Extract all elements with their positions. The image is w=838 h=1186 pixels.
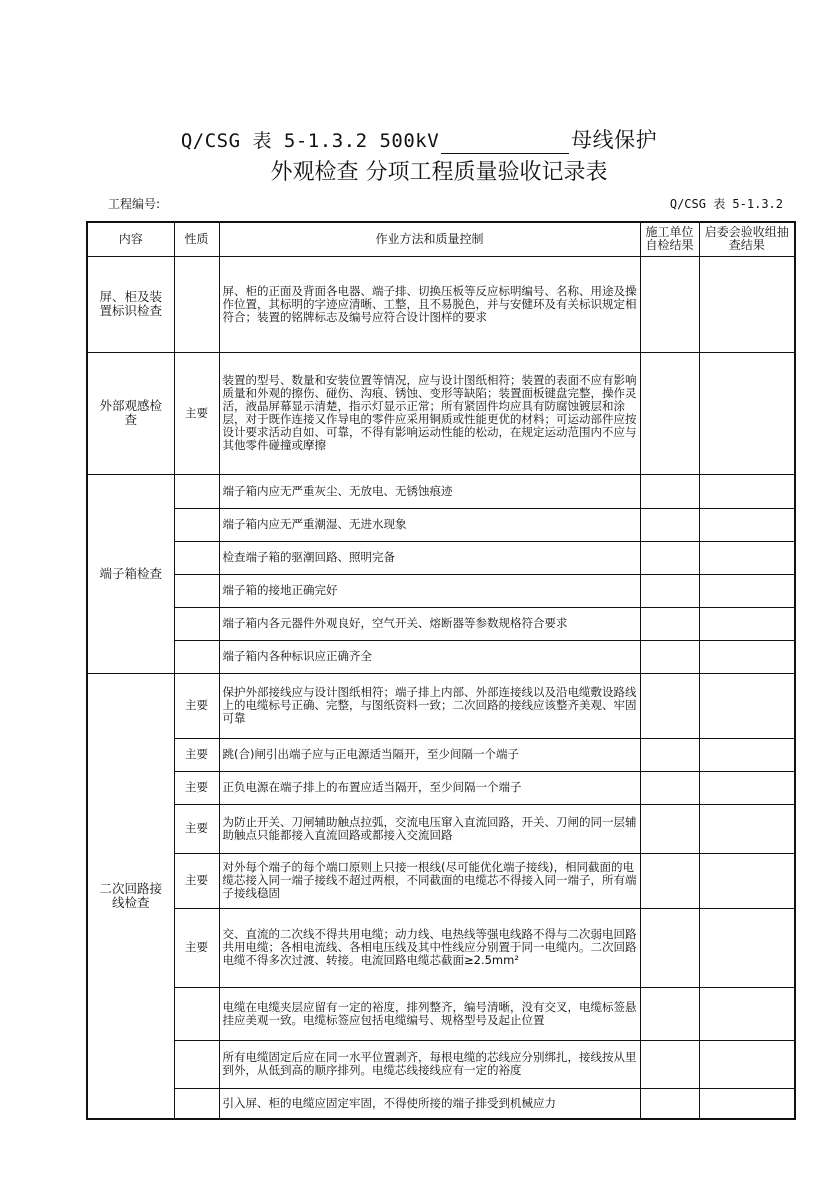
title-suffix: 母线保护 [571, 128, 658, 152]
table-row [87, 987, 795, 1040]
table-row [87, 352, 795, 474]
method-cell: 所有电缆固定后应在同一水平位置剥齐，每根电缆的芯线应分别绑扎，接线按从里到外，从低到高的顺序排列。电缆芯线接线应有一定的裕度 [219, 1040, 640, 1088]
self-check-result-cell[interactable] [640, 987, 699, 1040]
acceptance-check-result-cell[interactable] [699, 738, 795, 771]
table-row [87, 853, 795, 908]
acceptance-check-result-cell[interactable] [699, 1088, 795, 1119]
method-cell: 跳(合)闸引出端子应与正电源适当隔开，至少间隔一个端子 [219, 738, 640, 771]
self-check-result-cell[interactable] [640, 574, 699, 607]
nature-cell [174, 508, 219, 541]
self-check-result-cell[interactable] [640, 474, 699, 508]
self-check-result-cell[interactable] [640, 853, 699, 908]
acceptance-check-result-cell[interactable] [699, 256, 795, 352]
acceptance-check-result-cell[interactable] [699, 607, 795, 640]
method-cell: 端子箱内应无严重灰尘、无放电、无锈蚀痕迹 [219, 474, 640, 508]
method-cell: 保护外部接线应与设计图纸相符；端子排上内部、外部连接线以及沿电缆敷设路线上的电缆标号正确、完整，与图纸资料一致；二次回路的接线应该整齐美观、牢固可靠 [219, 673, 640, 738]
header-method: 作业方法和质量控制 [219, 222, 640, 256]
nature-cell: 主要 [174, 908, 219, 987]
nature-cell [174, 474, 219, 508]
nature-cell: 主要 [174, 673, 219, 738]
acceptance-check-result-cell[interactable] [699, 771, 795, 804]
title-prefix: Q/CSG 表 5-1.3.2 500kV [180, 130, 440, 152]
method-cell: 装置的型号、数量和安装位置等情况，应与设计图纸相符；装置的表面不应有影响质量和外观的擦伤、碰伤、沟痕、锈蚀、变形等缺陷；装置面板键盘完整，操作灵活，液晶屏幕显示清楚，指示灯显示正常；所有紧固件均应具有防腐蚀镀层和涂层，对于既作连接又作导电的零件应采用铜质或性能更优的材料；可运动部件应按设计要求活动自如、可靠，不得有影响运动性能的松动，在规定运动范围内不应与其他零件碰撞或摩擦 [219, 352, 640, 474]
content-cell: 端子箱检查 [87, 474, 174, 673]
self-check-result-cell[interactable] [640, 508, 699, 541]
acceptance-check-result-cell[interactable] [699, 541, 795, 574]
method-cell: 端子箱内应无严重潮湿、无进水现象 [219, 508, 640, 541]
nature-cell: 主要 [174, 352, 219, 474]
method-cell: 正负电源在端子排上的布置应适当隔开，至少间隔一个端子 [219, 771, 640, 804]
self-check-result-cell[interactable] [640, 1088, 699, 1119]
table-row [87, 673, 795, 738]
table-row [87, 1088, 795, 1119]
nature-cell: 主要 [174, 771, 219, 804]
method-cell: 检查端子箱的驱潮回路、照明完备 [219, 541, 640, 574]
content-cell: 屏、柜及装置标识检查 [87, 256, 174, 352]
acceptance-check-result-cell[interactable] [699, 574, 795, 607]
table-row [87, 640, 795, 673]
header-self-check: 施工单位自检结果 [640, 222, 699, 256]
method-cell: 交、直流的二次线不得共用电缆；动力线、电热线等强电线路不得与二次弱电回路共用电缆；各相电流线、各相电压线及其中性线应分别置于同一电缆内。二次回路电缆不得多次过渡、转接。电流回路电缆芯截面≥2.5mm² [219, 908, 640, 987]
table-row [87, 804, 795, 853]
title-line-1 [0, 124, 838, 154]
project-number-label: 工程编号: [108, 197, 161, 211]
self-check-result-cell[interactable] [640, 804, 699, 853]
nature-cell: 主要 [174, 738, 219, 771]
acceptance-check-result-cell[interactable] [699, 908, 795, 987]
method-cell: 对外每个端子的每个端口原则上只接一根线(尽可能优化端子接线)，相同截面的电缆芯接入同一端子接线不超过两根，不同截面的电缆芯不得接入同一端子，所有端子接线稳固 [219, 853, 640, 908]
acceptance-check-result-cell[interactable] [699, 673, 795, 738]
table-row [87, 771, 795, 804]
method-cell: 屏、柜的正面及背面各电器、端子排、切换压板等反应标明编号、名称、用途及操作位置，其标明的字迹应清晰、工整，且不易脱色，并与安健环及有关标识规定相符合；装置的铭牌标志及编号应符合设计图样的要求 [219, 256, 640, 352]
nature-cell [174, 1040, 219, 1088]
acceptance-check-result-cell[interactable] [699, 804, 795, 853]
self-check-result-cell[interactable] [640, 738, 699, 771]
acceptance-check-result-cell[interactable] [699, 853, 795, 908]
self-check-result-cell[interactable] [640, 908, 699, 987]
header-acceptance-check: 启委会验收组抽查结果 [699, 222, 795, 256]
nature-cell [174, 987, 219, 1040]
nature-cell: 主要 [174, 853, 219, 908]
method-cell: 端子箱内各元器件外观良好，空气开关、熔断器等参数规格符合要求 [219, 607, 640, 640]
bus-name-blank[interactable] [441, 133, 569, 154]
table-row [87, 508, 795, 541]
self-check-result-cell[interactable] [640, 1040, 699, 1088]
header-nature: 性质 [174, 222, 219, 256]
content-cell: 二次回路接线检查 [87, 673, 174, 1119]
table-row [87, 256, 795, 352]
table-row [87, 474, 795, 508]
self-check-result-cell[interactable] [640, 640, 699, 673]
header-content: 内容 [87, 222, 174, 256]
header-row [87, 222, 795, 256]
inspection-table [86, 221, 796, 1120]
table-row [87, 607, 795, 640]
nature-cell [174, 607, 219, 640]
method-cell: 引入屏、柜的电缆应固定牢固，不得使所接的端子排受到机械应力 [219, 1088, 640, 1119]
acceptance-check-result-cell[interactable] [699, 474, 795, 508]
acceptance-check-result-cell[interactable] [699, 640, 795, 673]
nature-cell [174, 574, 219, 607]
nature-cell [174, 640, 219, 673]
form-code: Q/CSG 表 5-1.3.2 [669, 197, 783, 211]
content-cell: 外部观感检查 [87, 352, 174, 474]
table-row [87, 574, 795, 607]
nature-cell [174, 256, 219, 352]
title-line-2: 外观检查 分项工程质量验收记录表 [270, 160, 608, 185]
self-check-result-cell[interactable] [640, 673, 699, 738]
method-cell: 为防止开关、刀闸辅助触点拉弧，交流电压窜入直流回路，开关、刀闸的同一层辅助触点只能都接入直流回路或都接入交流回路 [219, 804, 640, 853]
table-row [87, 738, 795, 771]
acceptance-check-result-cell[interactable] [699, 987, 795, 1040]
nature-cell [174, 1088, 219, 1119]
self-check-result-cell[interactable] [640, 352, 699, 474]
method-cell: 电缆在电缆夹层应留有一定的裕度，排列整齐，编号清晰，没有交叉，电缆标签悬挂应美观一致。电缆标签应包括电缆编号、规格型号及起止位置 [219, 987, 640, 1040]
table-row [87, 1040, 795, 1088]
self-check-result-cell[interactable] [640, 771, 699, 804]
nature-cell [174, 541, 219, 574]
self-check-result-cell[interactable] [640, 541, 699, 574]
table-row [87, 908, 795, 987]
acceptance-check-result-cell[interactable] [699, 508, 795, 541]
self-check-result-cell[interactable] [640, 607, 699, 640]
nature-cell: 主要 [174, 804, 219, 853]
table-row [87, 541, 795, 574]
method-cell: 端子箱内各种标识应正确齐全 [219, 640, 640, 673]
acceptance-check-result-cell[interactable] [699, 352, 795, 474]
acceptance-check-result-cell[interactable] [699, 1040, 795, 1088]
self-check-result-cell[interactable] [640, 256, 699, 352]
method-cell: 端子箱的接地正确完好 [219, 574, 640, 607]
